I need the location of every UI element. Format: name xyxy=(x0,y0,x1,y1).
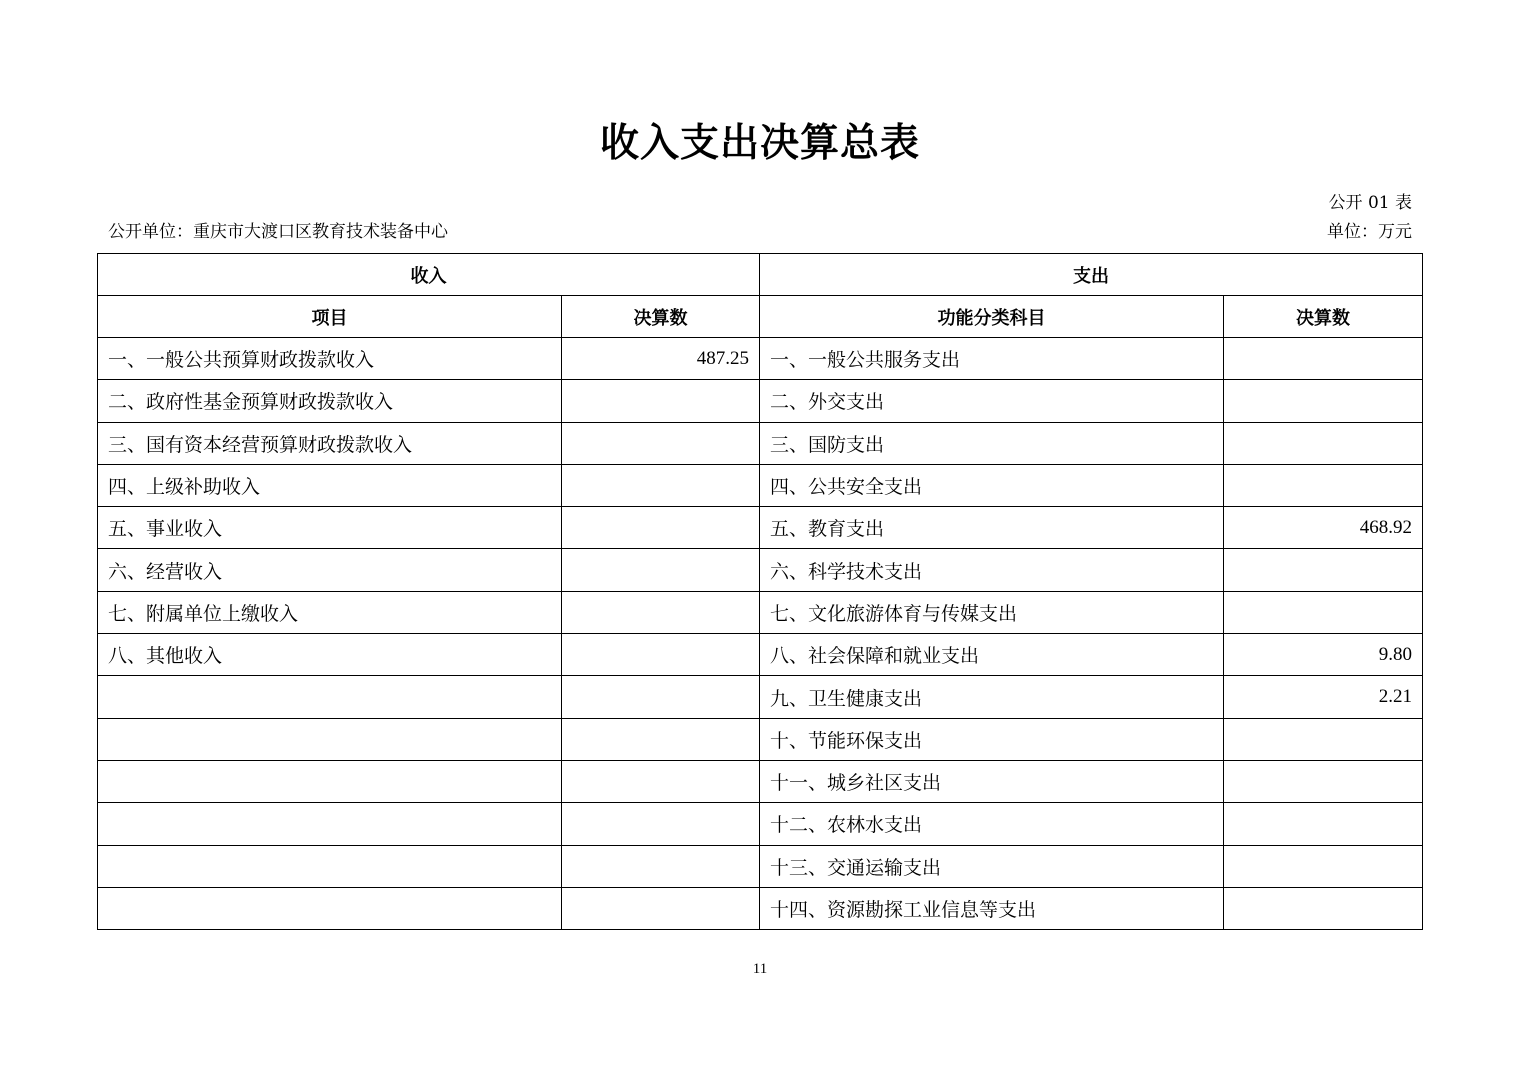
expense-amount-cell xyxy=(1224,845,1423,887)
income-amount-cell xyxy=(562,507,760,549)
expense-item-header: 功能分类科目 xyxy=(760,296,1224,338)
income-amount-cell xyxy=(562,760,760,802)
income-amount-cell xyxy=(562,676,760,718)
table-row xyxy=(98,803,1423,845)
page-number: 11 xyxy=(752,961,768,977)
income-item-cell: 四、上级补助收入 xyxy=(98,464,562,506)
income-item-cell xyxy=(98,676,562,718)
expense-item-cell: 十四、资源勘探工业信息等支出 xyxy=(760,887,1224,929)
reporting-unit: 公开单位：重庆市大渡口区教育技术装备中心 xyxy=(108,222,448,242)
table-row xyxy=(98,507,1423,549)
expense-amount-cell xyxy=(1224,422,1423,464)
currency-unit: 单位：万元 xyxy=(1327,222,1412,242)
expense-item-cell: 七、文化旅游体育与传媒支出 xyxy=(760,591,1224,633)
expense-item-cell: 四、公共安全支出 xyxy=(760,464,1224,506)
income-item-cell xyxy=(98,760,562,802)
table-row xyxy=(98,338,1423,380)
expense-amount-cell xyxy=(1224,887,1423,929)
expense-amount-cell xyxy=(1224,464,1423,506)
income-amount-cell xyxy=(562,718,760,760)
income-amount-cell xyxy=(562,845,760,887)
group-header-row xyxy=(98,254,1423,296)
income-expense-summary-table xyxy=(97,253,1423,930)
income-amount-cell xyxy=(562,634,760,676)
expense-amount-cell xyxy=(1224,718,1423,760)
income-item-cell: 三、国有资本经营预算财政拨款收入 xyxy=(98,422,562,464)
expense-amount-header: 决算数 xyxy=(1224,296,1423,338)
table-row xyxy=(98,549,1423,591)
expense-item-cell: 六、科学技术支出 xyxy=(760,549,1224,591)
expense-item-cell: 十二、农林水支出 xyxy=(760,803,1224,845)
expense-amount-cell: 468.92 xyxy=(1224,507,1423,549)
income-item-cell xyxy=(98,718,562,760)
table-row xyxy=(98,634,1423,676)
income-amount-cell xyxy=(562,464,760,506)
income-amount-header: 决算数 xyxy=(562,296,760,338)
expense-amount-cell xyxy=(1224,803,1423,845)
expense-amount-cell xyxy=(1224,549,1423,591)
income-amount-cell xyxy=(562,380,760,422)
expense-item-cell: 十三、交通运输支出 xyxy=(760,845,1224,887)
expense-amount-cell xyxy=(1224,380,1423,422)
income-item-cell: 一、一般公共预算财政拨款收入 xyxy=(98,338,562,380)
table-row xyxy=(98,676,1423,718)
expense-item-cell: 三、国防支出 xyxy=(760,422,1224,464)
income-item-cell: 六、经营收入 xyxy=(98,549,562,591)
table-row xyxy=(98,380,1423,422)
expense-item-cell: 九、卫生健康支出 xyxy=(760,676,1224,718)
table-row xyxy=(98,464,1423,506)
income-amount-cell xyxy=(562,422,760,464)
income-item-cell xyxy=(98,803,562,845)
expense-group-header: 支出 xyxy=(760,254,1423,296)
expense-amount-cell xyxy=(1224,760,1423,802)
income-amount-cell xyxy=(562,549,760,591)
expense-item-cell: 十一、城乡社区支出 xyxy=(760,760,1224,802)
expense-amount-cell xyxy=(1224,591,1423,633)
expense-amount-cell xyxy=(1224,338,1423,380)
income-item-cell: 五、事业收入 xyxy=(98,507,562,549)
income-amount-cell xyxy=(562,803,760,845)
table-row xyxy=(98,760,1423,802)
expense-item-cell: 八、社会保障和就业支出 xyxy=(760,634,1224,676)
table-row xyxy=(98,887,1423,929)
income-group-header: 收入 xyxy=(98,254,760,296)
income-item-cell xyxy=(98,845,562,887)
table-row xyxy=(98,591,1423,633)
expense-amount-cell: 9.80 xyxy=(1224,634,1423,676)
form-number: 公开 01 表 xyxy=(1328,193,1412,213)
table-body xyxy=(98,338,1423,930)
expense-item-cell: 十、节能环保支出 xyxy=(760,718,1224,760)
income-amount-cell xyxy=(562,591,760,633)
table-row xyxy=(98,845,1423,887)
column-header-row xyxy=(98,296,1423,338)
table-row xyxy=(98,422,1423,464)
expense-item-cell: 五、教育支出 xyxy=(760,507,1224,549)
income-item-cell: 二、政府性基金预算财政拨款收入 xyxy=(98,380,562,422)
income-item-cell: 八、其他收入 xyxy=(98,634,562,676)
expense-item-cell: 一、一般公共服务支出 xyxy=(760,338,1224,380)
income-item-cell xyxy=(98,887,562,929)
expense-item-cell: 二、外交支出 xyxy=(760,380,1224,422)
income-amount-cell xyxy=(562,887,760,929)
income-item-cell: 七、附属单位上缴收入 xyxy=(98,591,562,633)
document-title: 收入支出决算总表 xyxy=(599,121,920,166)
expense-amount-cell: 2.21 xyxy=(1224,676,1423,718)
income-amount-cell: 487.25 xyxy=(562,338,760,380)
income-item-header: 项目 xyxy=(98,296,562,338)
table-row xyxy=(98,718,1423,760)
